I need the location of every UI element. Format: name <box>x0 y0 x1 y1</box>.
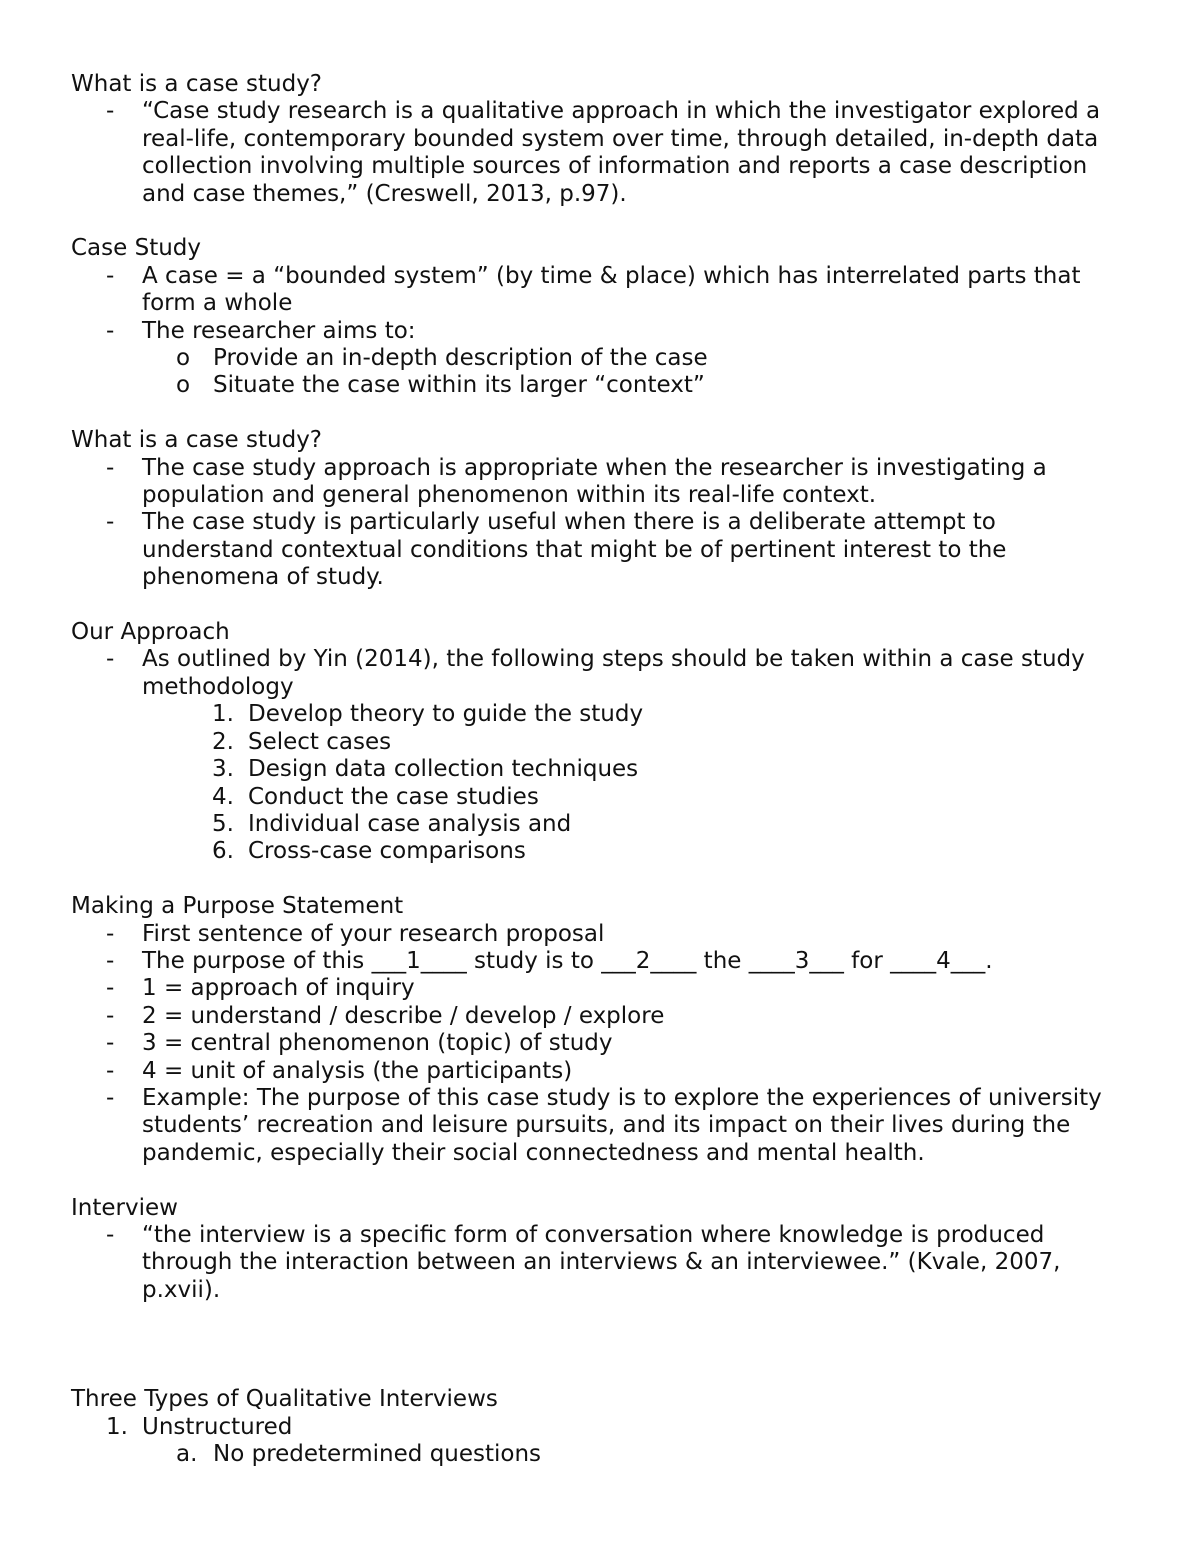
numbered-item <box>71 1414 1136 1441</box>
numbered-step <box>71 811 1136 838</box>
sub-bullet-text: Situate the case within its larger “context” <box>213 372 705 399</box>
bullet-text-line: pandemic, especially their social connectedness and mental health. <box>142 1139 925 1166</box>
bullet-item <box>71 1222 1136 1304</box>
dash-marker: - <box>106 98 115 125</box>
bullet-text-line: First sentence of your research proposal <box>142 920 605 947</box>
bullet-item <box>71 455 1136 510</box>
bullet-text-line: 2 = understand / describe / develop / explore <box>142 1002 665 1029</box>
sub-bullet-item <box>71 372 1136 399</box>
letter-marker: a. <box>176 1441 198 1468</box>
bullet-text-line: “Case study research is a qualitative approach in which the investigator explored a <box>142 98 1101 125</box>
step-text: Individual case analysis and <box>248 810 572 837</box>
dash-marker: - <box>106 1030 115 1057</box>
dash-marker: - <box>106 975 115 1002</box>
dash-marker: - <box>106 920 115 947</box>
numbered-step <box>71 756 1136 783</box>
bullet-item <box>71 1085 1136 1167</box>
sub-bullet-item <box>71 345 1136 372</box>
dash-marker: - <box>106 509 115 536</box>
bullet-text-line: A case = a “bounded system” (by time & place) which has interrelated parts that <box>142 262 1081 289</box>
bullet-item <box>71 1003 1136 1030</box>
bullet-text-line: understand contextual conditions that might be of pertinent interest to the <box>142 536 1007 563</box>
dash-marker: - <box>106 1057 115 1084</box>
section-heading: What is a case study? <box>71 427 323 454</box>
bullet-item <box>71 975 1136 1002</box>
bullet-item <box>71 948 1136 975</box>
numbered-step <box>71 784 1136 811</box>
dash-marker: - <box>106 1221 115 1248</box>
step-text: Conduct the case studies <box>248 783 539 810</box>
lettered-item <box>71 1441 1136 1468</box>
step-text: Cross-case comparisons <box>248 838 526 865</box>
bullet-text-line: students’ recreation and leisure pursuits, and its impact on their lives during the <box>142 1112 1071 1139</box>
number-marker: 6. <box>212 838 234 865</box>
bullet-item <box>71 1030 1136 1057</box>
number-marker: 5. <box>212 810 234 837</box>
bullet-text-line: form a whole <box>142 290 293 317</box>
step-text: Design data collection techniques <box>248 756 639 783</box>
number-marker: 2. <box>212 728 234 755</box>
document-page <box>71 71 1136 1468</box>
bullet-text-line: 4 = unit of analysis (the participants) <box>142 1057 573 1084</box>
number-marker: 4. <box>212 783 234 810</box>
number-marker: 1. <box>106 1413 128 1440</box>
circle-marker: o <box>176 372 191 399</box>
bullet-item <box>71 318 1136 345</box>
dash-marker: - <box>106 317 115 344</box>
dash-marker: - <box>106 1002 115 1029</box>
lettered-item-text: No predetermined questions <box>213 1441 542 1468</box>
bullet-text-line: The researcher aims to: <box>142 317 416 344</box>
section-heading: Case Study <box>71 235 202 262</box>
bullet-text-line: p.xvii). <box>142 1276 221 1303</box>
bullet-item <box>71 98 1136 208</box>
bullet-text-line: and case themes,” (Creswell, 2013, p.97). <box>142 180 627 207</box>
bullet-text-line: methodology <box>142 673 294 700</box>
numbered-step <box>71 838 1136 865</box>
bullet-text-line: “the interview is a specific form of conversation where knowledge is produced <box>142 1221 1045 1248</box>
dash-marker: - <box>106 1084 115 1111</box>
dash-marker: - <box>106 646 115 673</box>
step-text: Select cases <box>248 728 392 755</box>
step-text: Develop theory to guide the study <box>248 701 644 728</box>
section-heading: Making a Purpose Statement <box>71 893 404 920</box>
section-heading: Interview <box>71 1194 178 1221</box>
numbered-step <box>71 701 1136 728</box>
numbered-step <box>71 729 1136 756</box>
circle-marker: o <box>176 345 191 372</box>
bullet-text-line: collection involving multiple sources of information and reports a case description <box>142 153 1088 180</box>
bullet-item <box>71 1058 1136 1085</box>
bullet-text-line: real-life, contemporary bounded system over time, through detailed, in-depth data <box>142 125 1099 152</box>
sub-bullet-text: Provide an in-depth description of the case <box>213 345 708 372</box>
section-heading: Three Types of Qualitative Interviews <box>71 1386 498 1413</box>
bullet-text-line: population and general phenomenon within its real-life context. <box>142 482 877 509</box>
bullet-text-line: The case study is particularly useful when there is a deliberate attempt to <box>142 509 996 536</box>
bullet-text-line: As outlined by Yin (2014), the following steps should be taken within a case study <box>142 646 1085 673</box>
section-heading: Our Approach <box>71 619 230 646</box>
dash-marker: - <box>106 262 115 289</box>
number-marker: 3. <box>212 756 234 783</box>
bullet-item <box>71 646 1136 701</box>
bullet-text-line: The purpose of this ___1____ study is to ___2____ the ____3___ for ____4___. <box>142 947 993 974</box>
bullet-text-line: phenomena of study. <box>142 564 384 591</box>
bullet-text-line: The case study approach is appropriate when the researcher is investigating a <box>142 454 1047 481</box>
bullet-item <box>71 921 1136 948</box>
numbered-item-text: Unstructured <box>142 1413 293 1440</box>
dash-marker: - <box>106 454 115 481</box>
section-heading: What is a case study? <box>71 71 323 97</box>
bullet-item <box>71 263 1136 318</box>
bullet-text-line: 1 = approach of inquiry <box>142 975 415 1002</box>
dash-marker: - <box>106 947 115 974</box>
bullet-text-line: Example: The purpose of this case study is to explore the experiences of university <box>142 1084 1102 1111</box>
number-marker: 1. <box>212 701 234 728</box>
bullet-text-line: 3 = central phenomenon (topic) of study <box>142 1030 613 1057</box>
bullet-item <box>71 509 1136 591</box>
bullet-text-line: through the interaction between an interviews & an interviewee.” (Kvale, 2007, <box>142 1249 1061 1276</box>
